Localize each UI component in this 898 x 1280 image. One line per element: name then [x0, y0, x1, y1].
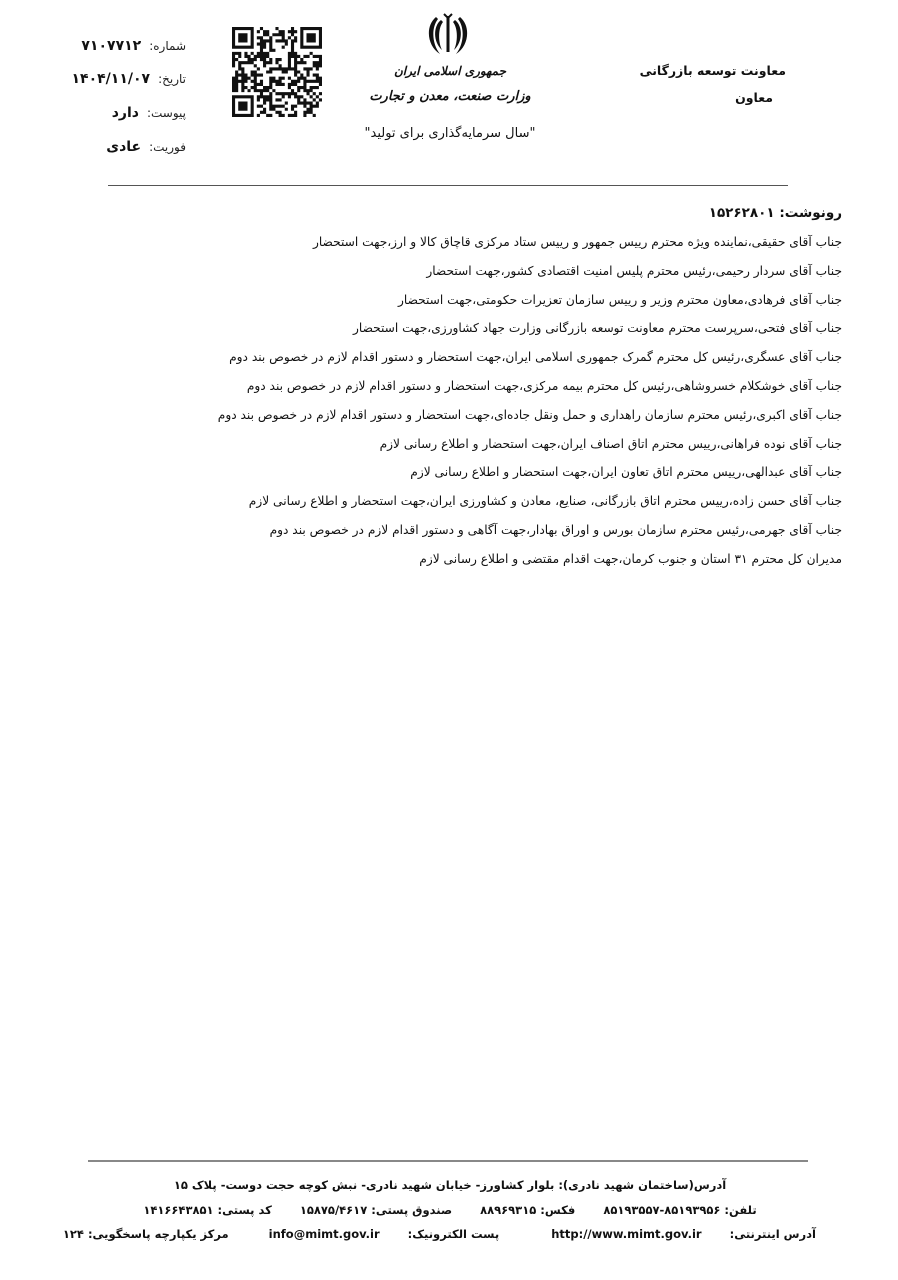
priority-value: عادی	[106, 139, 142, 155]
footer-contacts	[60, 1203, 840, 1217]
qr-modules	[232, 27, 322, 117]
cc-section	[102, 199, 842, 574]
cc-line: جناب آقای عسگری،رئیس کل محترم گمرک جمهوری اسلامی ایران،جهت استحضار و دستور اقدام لازم در خصوص بند دوم	[229, 350, 842, 365]
date-label: تاریخ:	[158, 72, 186, 86]
header-divider	[108, 185, 788, 186]
email-link[interactable]: info@mimt.gov.ir	[268, 1227, 380, 1241]
letter-priority	[60, 139, 186, 155]
ministry-line2: وزارت صنعت، معدن و تجارت	[369, 89, 531, 104]
cc-line: جناب آقای نوده فراهانی،رییس محترم اتاق اصناف ایران،جهت استحضار و اطلاع رسانی لازم	[379, 436, 842, 451]
cc-line: جناب آقای عبدالهی،رییس محترم اتاق تعاون ایران،جهت استحضار و اطلاع رسانی لازم	[410, 465, 842, 480]
cc-line: جناب آقای خوشکلام خسروشاهی،رئیس کل محترم بیمه مرکزی،جهت استحضار و دستور اقدام لازم در خصوص بند دوم	[246, 378, 842, 393]
footer-web	[60, 1227, 840, 1241]
letter-number	[60, 38, 186, 54]
date-value: ۱۴۰۴/۱۱/۰۷	[71, 71, 151, 87]
footer-fax: فکس: ۸۸۹۶۹۳۱۵	[480, 1203, 576, 1217]
department-role: معاون	[735, 90, 773, 105]
number-value: ۷۱۰۷۷۱۲	[81, 38, 142, 54]
footer-address: آدرس(ساختمان شهید نادری): بلوار کشاورز- خیابان شهید نادری- نبش کوچه حجت دوست- پلاک ۱۵	[173, 1178, 727, 1192]
website-link[interactable]: http://www.mimt.gov.ir	[551, 1227, 702, 1241]
qr-code	[232, 27, 322, 117]
footer-callcenter: مرکز یکپارچه پاسخگویی: ۱۲۴	[62, 1227, 229, 1241]
cc-line: جناب آقای جهرمی،رئیس محترم سازمان بورس و اوراق بهادار،جهت آگاهی و دستور اقدام لازم در خصوص بند دوم	[269, 522, 842, 537]
cc-line: جناب آقای حقیقی،نماینده ویژه محترم رییس جمهور و رییس ستاد مرکزی قاچاق کالا و ارز،جهت استحضار	[312, 235, 842, 249]
ministry-line1: جمهوری اسلامی ایران	[393, 64, 507, 78]
footer-pobox: صندوق پستی: ۱۵۸۷۵/۴۶۱۷	[299, 1203, 453, 1217]
cc-title: رونوشت: ۱۵۲۶۲۸۰۱	[708, 205, 842, 221]
letter-date	[60, 71, 186, 87]
cc-line: مدیران کل محترم ۳۱ استان و جنوب کرمان،جهت اقدام مقتضی و اطلاع رسانی لازم	[419, 551, 842, 566]
website-label: آدرس اینترنتی:	[729, 1227, 816, 1241]
email-label: پست الکترونیک:	[407, 1227, 500, 1241]
cc-line: جناب آقای حسن زاده،رییس محترم اتاق بازرگانی، صنایع، معادن و کشاورزی ایران،جهت استحضار و اطلاع رسانی لازم	[248, 494, 842, 509]
footer-postal-code: کد پستی: ۱۴۱۶۶۴۳۸۵۱	[143, 1203, 272, 1217]
attachment-value: دارد	[111, 105, 139, 121]
cc-line: جناب آقای فتحی،سرپرست محترم معاونت توسعه بازرگانی وزارت جهاد کشاورزی،جهت استحضار	[352, 321, 842, 336]
cc-line: جناب آقای اکبری،رئیس محترم سازمان راهداری و حمل ونقل جاده‌ای،جهت استحضار و دستور اقدام لازم در خصوص بند دوم	[217, 407, 842, 422]
year-slogan: "سال سرمایه‌گذاری برای تولید"	[364, 126, 536, 141]
iran-emblem-icon	[427, 12, 469, 58]
cc-line: جناب آقای فرهادی،معاون محترم وزیر و رییس سازمان تعزیرات حکومتی،جهت استحضار	[397, 292, 842, 307]
priority-label: فوریت:	[149, 140, 186, 154]
letter-attachment	[60, 105, 186, 121]
attachment-label: پیوست:	[146, 106, 186, 120]
footer-phone: تلفن: ۸۵۱۹۳۹۵۶-۸۵۱۹۳۵۵۷	[603, 1203, 757, 1217]
number-label: شماره:	[149, 39, 186, 53]
cc-line: جناب آقای سردار رحیمی،رئیس محترم پلیس امنیت اقتصادی کشور،جهت استحضار	[426, 263, 842, 278]
footer-divider	[88, 1160, 808, 1162]
department-name: معاونت توسعه بازرگانی	[639, 63, 786, 78]
